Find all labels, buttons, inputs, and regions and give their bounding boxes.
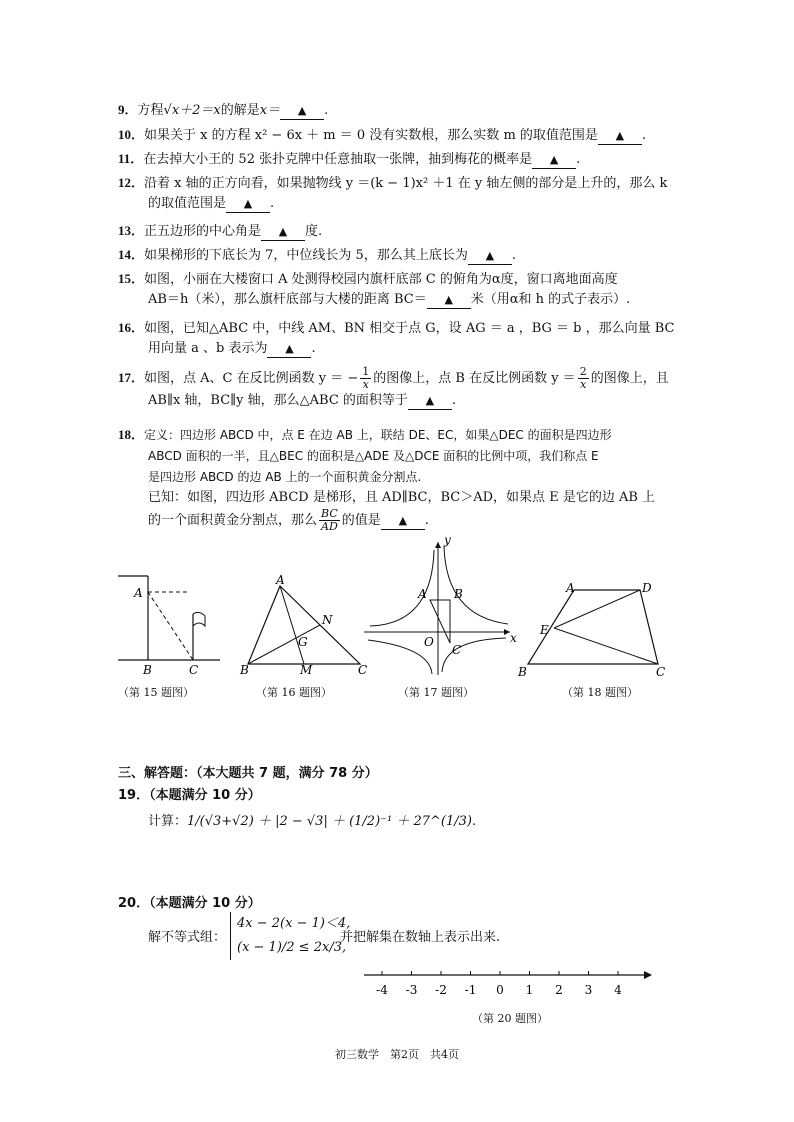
question-20-body (148, 928, 226, 948)
number-line-tick-label: 3 (584, 983, 593, 997)
punctuation: . (472, 814, 477, 829)
triangle-icon: ▲ (285, 342, 294, 355)
point-label-D: D (642, 581, 652, 595)
question-17 (118, 366, 678, 411)
question-text: 沿着 x 轴的正方向看，如果抛物线 y ＝(k − 1)x² ＋1 在 y 轴左侧的部分是上升的，那么 k (144, 176, 668, 191)
point-label-A: A (418, 587, 427, 601)
segment-ED (554, 590, 640, 628)
point-label-C: C (656, 665, 666, 679)
question-number: 18． (118, 427, 145, 442)
question-16 (118, 318, 678, 359)
question-text: 在去掉大小王的 52 张扑克牌中任意抽取一张牌，抽到梅花的概率是 (143, 152, 533, 167)
question-text: AB∥x 轴，BC∥y 轴，那么△ABC 的面积等于 (148, 393, 408, 408)
axis-label-x: x (510, 631, 517, 645)
point-label-C: C (358, 663, 368, 677)
equation: √x＋2＝x (163, 103, 221, 118)
y-axis-arrow-icon (435, 542, 441, 548)
question-18 (118, 425, 678, 533)
triangle-icon: ▲ (278, 225, 288, 238)
sight-dashed-line (148, 592, 193, 660)
definition-text: ABCD 面积的一半，且△BEC 的面积是△ADE 及△DCE 面积的比例中项，我们称点 E (148, 449, 599, 463)
figure-15 (115, 570, 225, 680)
point-label-B: B (518, 665, 527, 679)
number-line (360, 965, 660, 1005)
triangle-icon: ▲ (549, 153, 559, 166)
question-number: 17． (118, 370, 145, 385)
triangle-icon: ▲ (485, 249, 495, 262)
denominator: x (362, 378, 369, 391)
question-text: 的值是 (341, 513, 381, 528)
median-BN (248, 625, 320, 664)
point-label-B: B (454, 587, 463, 601)
point-label-M: M (300, 663, 313, 677)
punctuation: . (311, 341, 316, 356)
number-line-tick-label: 0 (496, 983, 504, 997)
triangle-icon: ▲ (243, 197, 253, 210)
punctuation: . (576, 152, 581, 167)
inequality-1: 4x − 2(x − 1)＜4, (237, 916, 351, 931)
figure-18 (514, 580, 674, 690)
answer-blank[interactable] (408, 393, 452, 410)
punctuation: . (641, 128, 647, 143)
point-label-B: B (240, 663, 249, 677)
inequality-system (230, 912, 350, 960)
question-20-title: 20．（本题满分 10 分） (118, 896, 261, 911)
numerator: 2 (579, 365, 587, 378)
question-text: 的图像上，且 (590, 371, 669, 386)
curve-2-over-x (368, 640, 432, 674)
question-text: 如果关于 x 的方程 x² − 6x ＋ m ＝ 0 没有实数根，那么实数 m 的取值范围是 (144, 128, 598, 143)
question-19-body (148, 812, 476, 832)
question-text: 已知：如图，四边形 ABCD 是梯形，且 AD∥BC，BC＞AD，如果点 E 是它的边 AB 上 (148, 490, 656, 505)
figure-caption: （第 16 题图） (256, 686, 332, 699)
answer-blank[interactable] (280, 103, 324, 120)
question-number: 9． (118, 102, 138, 117)
denominator: AD (321, 520, 338, 533)
fraction (360, 366, 371, 391)
question-text: 的图像上，点 B 在反比例函数 y ＝ (373, 371, 576, 386)
origin-label-O: O (424, 635, 434, 649)
question-text: 解不等式组： (148, 930, 227, 945)
question-number: 12． (118, 175, 145, 190)
question-text: 如果梯形的下底长为 7，中位线长为 5，那么其上底长为 (144, 248, 468, 263)
point-label-B: B (143, 663, 152, 677)
question-number: 16． (118, 320, 145, 335)
question-text: 如图，已知△ABC 中，中线 AM、BN 相交于点 G，设 AG ＝ a ，BG ＝ b ，那么向量 BC (144, 321, 675, 336)
number-line-tick-label: -2 (435, 983, 447, 997)
question-text: 的一个面积黄金分割点，那么 (148, 513, 318, 528)
number-line-tick-label: 2 (555, 983, 563, 997)
question-text: 方程 (137, 103, 164, 118)
figure-caption: （第 20 题图） (472, 1012, 548, 1025)
triangle-icon: ▲ (398, 514, 408, 527)
question-text: 计算： (148, 814, 188, 829)
variable: x＝ (259, 103, 281, 118)
number-line-tick-label: -1 (464, 983, 477, 997)
number-line-tick-label: -4 (376, 983, 388, 997)
section-heading: 三、解答题：（本大题共 7 题，满分 78 分） (118, 766, 378, 781)
segment-EC (554, 628, 658, 664)
question-number: 13． (118, 223, 145, 238)
math-expression: 1/(√3+√2) ＋ |2 − √3| ＋ (1/2)⁻¹ ＋ 27^(1/3) (187, 814, 472, 829)
question-text: 正五边形的中心角是 (144, 224, 262, 239)
numerator: 1 (362, 365, 370, 378)
question-number: 15． (118, 271, 145, 286)
unit-text: 度. (305, 224, 323, 239)
figure-caption: （第 15 题图） (118, 686, 194, 699)
punctuation: . (451, 393, 457, 408)
page-footer: 初三数学 第2页 共4页 (335, 1048, 459, 1061)
question-text: 如图，点 A、C 在反比例函数 y ＝ − (144, 371, 359, 386)
curve-2-over-x (444, 546, 508, 624)
number-line-tick-label: 1 (525, 983, 534, 997)
figure-caption: （第 18 题图） (562, 686, 638, 699)
punctuation: . (424, 513, 429, 528)
question-13 (118, 221, 678, 242)
point-label-A: A (276, 573, 285, 587)
point-label-E: E (540, 623, 549, 637)
question-15 (118, 269, 678, 310)
question-11 (118, 149, 678, 170)
question-9 (118, 100, 678, 121)
numerator: BC (321, 507, 338, 520)
axis-label-y: y (444, 533, 451, 547)
definition-text: 定义：四边形 ABCD 中，点 E 在边 AB 上，联结 DE、EC，如果△DEC 的面积是四边形 (144, 428, 612, 442)
question-number: 14． (118, 247, 145, 262)
inequality-2: (x − 1)/2 ≤ 2x/3, (237, 940, 347, 955)
answer-blank[interactable] (427, 292, 471, 309)
question-text: 的取值范围是 (148, 196, 227, 211)
punctuation: . (270, 196, 275, 211)
answer-blank[interactable] (468, 248, 512, 265)
point-label-C: C (189, 663, 199, 677)
question-19-title: 19．（本题满分 10 分） (118, 788, 261, 803)
figure-caption: （第 17 题图） (398, 686, 474, 699)
triangle-icon: ▲ (615, 129, 625, 142)
answer-blank[interactable] (532, 152, 576, 169)
flag-icon (193, 612, 205, 626)
question-number: 11． (118, 151, 144, 166)
point-label-C: C (452, 643, 462, 657)
question-14 (118, 245, 678, 266)
answer-blank[interactable] (381, 513, 425, 530)
fraction (319, 508, 340, 533)
question-text: 如图，小丽在大楼窗口 A 处测得校园内旗杆底部 C 的俯角为α度，窗口离地面高度 (144, 272, 618, 287)
question-number: 10． (118, 127, 145, 142)
answer-blank[interactable] (598, 128, 642, 145)
question-text: 的解是 (220, 103, 260, 118)
punctuation: . (511, 248, 516, 263)
triangle-icon: ▲ (297, 104, 307, 117)
definition-text: 是四边形 ABCD 的边 AB 上的一个面积黄金分割点. (148, 470, 422, 484)
question-text: 用向量 a 、b 表示为 (148, 341, 268, 356)
denominator: x (580, 378, 587, 391)
figure-16 (236, 573, 376, 686)
triangle-ABC (248, 586, 360, 664)
question-text: AB＝h（米），那么旗杆底部与大楼的距离 BC＝ (148, 292, 427, 307)
arrow-right-icon (644, 971, 652, 979)
question-10 (118, 125, 678, 146)
answer-blank[interactable] (261, 224, 305, 241)
figure-17 (362, 533, 522, 680)
triangle-icon: ▲ (444, 293, 453, 306)
question-text: 米（用α和 h 的式子表示）. (470, 292, 631, 307)
number-line-tick-label: 4 (614, 983, 622, 997)
answer-blank[interactable] (226, 196, 270, 213)
point-label-N: N (322, 613, 333, 627)
fraction (578, 366, 589, 391)
answer-blank[interactable] (267, 341, 311, 358)
question-text: 并把解集在数轴上表示出来. (340, 930, 501, 945)
point-label-A: A (566, 581, 575, 595)
point-label-A: A (134, 586, 143, 600)
point-label-G: G (298, 635, 308, 649)
triangle-icon: ▲ (425, 394, 435, 407)
punctuation: . (324, 103, 329, 118)
question-12 (118, 173, 678, 214)
number-line-tick-label: -3 (405, 983, 418, 997)
